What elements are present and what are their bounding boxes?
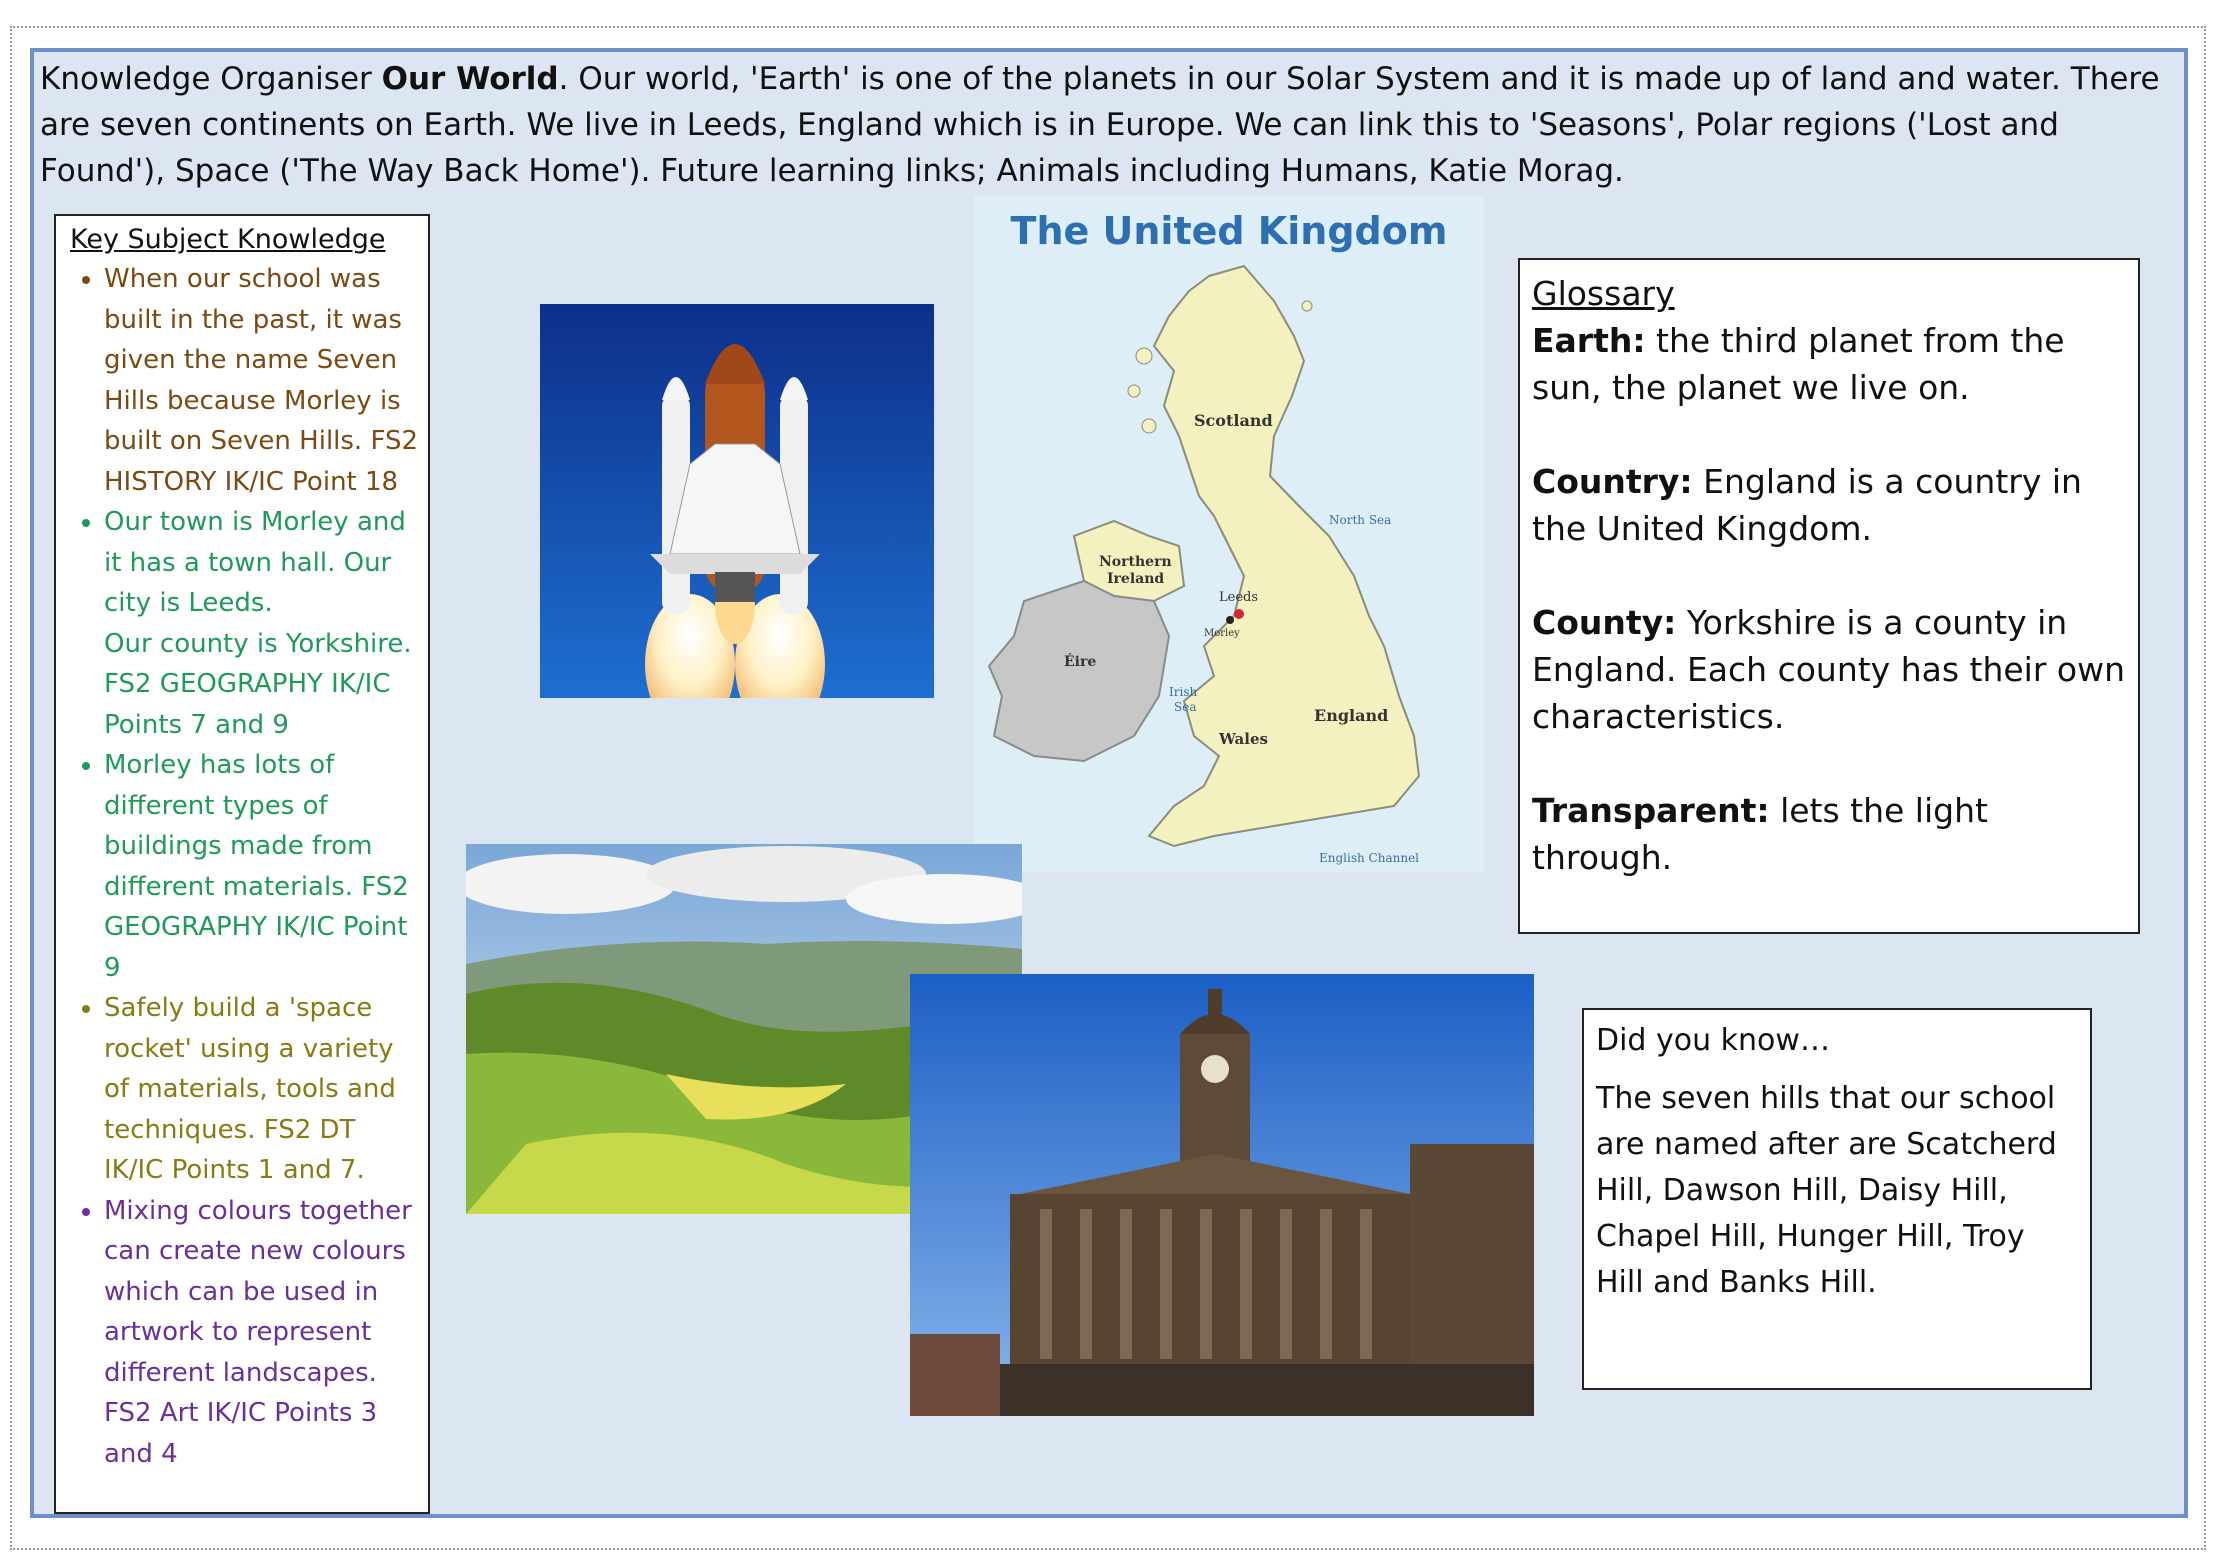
map-label-english-channel: English Channel (1319, 851, 1420, 865)
map-label-ireland: Ireland (1107, 571, 1165, 587)
key-knowledge-item-history: • When our school was built in the past, it was given the name Seven Hills because Morley is built on Seven Hills. FS2 HISTORY IK/IC Point 18 (104, 259, 418, 502)
header-text (40, 56, 2180, 194)
map-label-eire: Éire (1064, 654, 1097, 670)
glossary-entry-country: Country: England is a country in the United Kingdom. (1532, 462, 2082, 548)
map-label-wales: Wales (1219, 730, 1268, 748)
key-knowledge-item-rocket: • Safely build a 'space rocket' using a variety of materials, tools and techniques. FS2 DT IK/IC Points 1 and 7. (104, 988, 418, 1191)
key-subject-knowledge-panel (54, 214, 430, 1514)
morley-town-hall-photo (910, 974, 1534, 1416)
map-label-sea: Sea (1174, 700, 1197, 714)
map-label-north-sea: North Sea (1329, 513, 1392, 527)
knowledge-organiser-page (30, 48, 2188, 1518)
map-label-morley: Morley (1204, 628, 1240, 639)
uk-map-image (974, 196, 1484, 872)
glossary-entry-transparent: Transparent: lets the light through. (1532, 791, 1988, 877)
glossary-panel (1518, 258, 2140, 934)
map-label-northern: Northern (1099, 554, 1172, 570)
header-title: Our World (381, 61, 559, 97)
map-label-scotland: Scotland (1194, 411, 1273, 430)
glossary-title: Glossary (1532, 274, 1675, 313)
map-label-england: England (1314, 706, 1389, 725)
key-knowledge-item-town: • Our town is Morley and it has a town hall. Our city is Leeds. Our county is Yorkshire. FS2 GEOGRAPHY IK/IC Points 7 and 9 (104, 502, 418, 745)
uk-map (974, 196, 1484, 872)
did-you-know-body: The seven hills that our school are named after are Scatcherd Hill, Dawson Hill, Daisy Hill, Chapel Hill, Hunger Hill, Troy Hill and Banks Hill. (1596, 1081, 2057, 1300)
space-shuttle-image (540, 304, 934, 698)
key-knowledge-item-colours: • Mixing colours together can create new colours which can be used in artwork to represent different landscapes. FS2 Art IK/IC Points 3 and 4 (104, 1191, 418, 1475)
header-prefix: Knowledge Organiser (40, 61, 382, 97)
did-you-know-title: Did you know… (1596, 1023, 1830, 1058)
glossary-entry-earth: Earth: the third planet from the sun, the planet we live on. (1532, 321, 2065, 407)
town-hall-image (910, 974, 1534, 1416)
space-shuttle-photo (540, 304, 934, 698)
map-label-leeds: Leeds (1219, 590, 1259, 605)
map-label-irish: Irish (1169, 685, 1198, 699)
glossary-entry-county: County: Yorkshire is a county in England. Each county has their own characteristics. (1532, 603, 2125, 736)
uk-map-title: The United Kingdom (1010, 209, 1448, 253)
key-knowledge-title: Key Subject Knowledge (70, 224, 386, 255)
key-knowledge-list (70, 259, 418, 1474)
key-knowledge-item-buildings: • Morley has lots of different types of buildings made from different materials. FS2 GEOGRAPHY IK/IC Point 9 (104, 745, 418, 988)
did-you-know-panel (1582, 1008, 2092, 1390)
header-intro: . Our world, 'Earth' is one of the planets in our Solar System and it is made up of land and water. There are seven continents on Earth. We live in Leeds, England which is in Europe. We can link this to 'Seasons', Polar regions ('Lost and Found'), Space ('The Way Back Home'). Future learning links; Animals including Humans, Katie Morag. (40, 61, 2160, 189)
